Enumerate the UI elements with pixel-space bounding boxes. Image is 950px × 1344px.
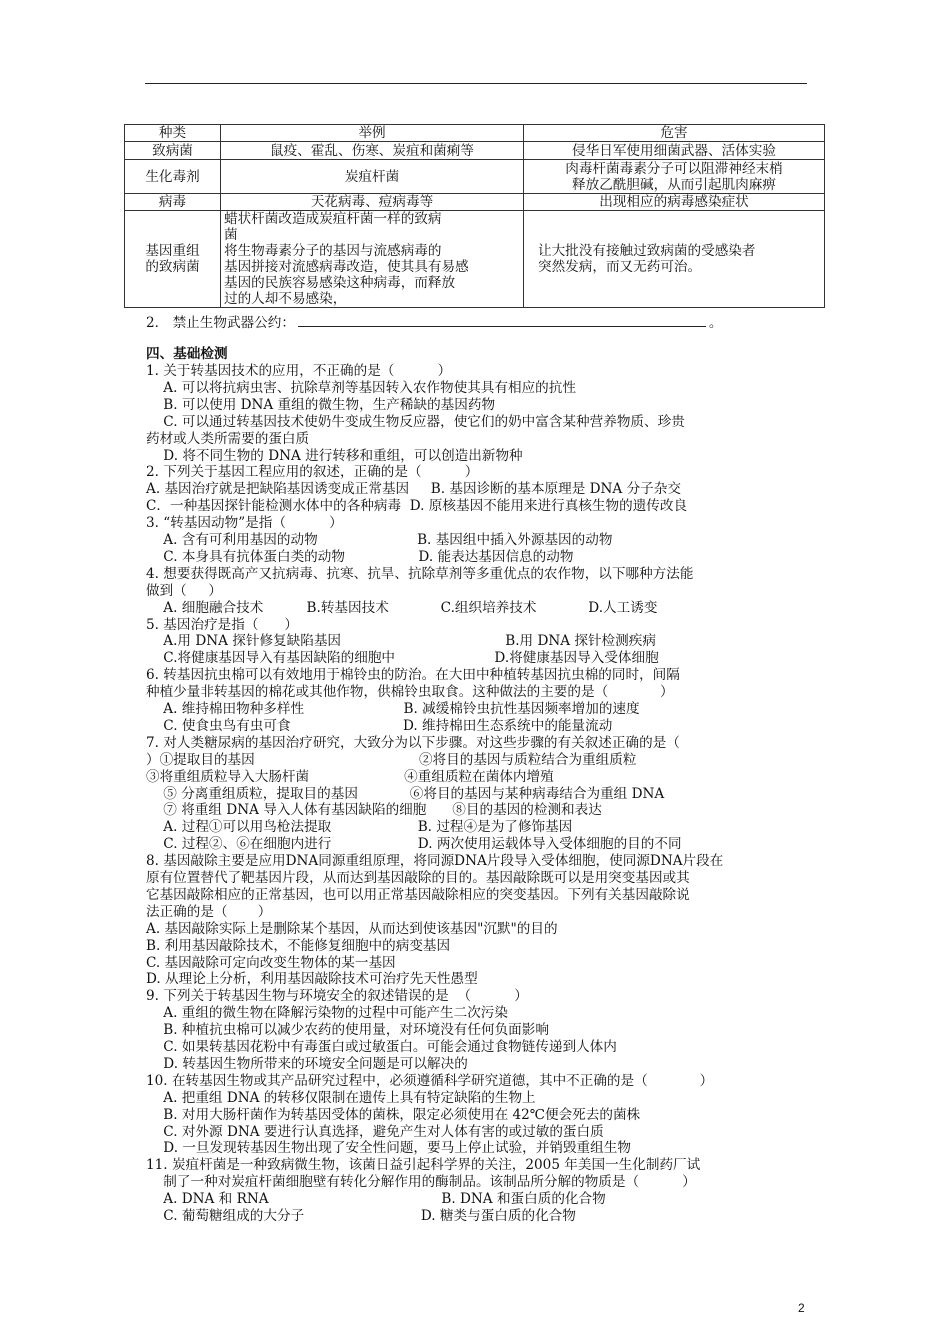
page-number: 2 — [798, 1301, 805, 1315]
text-line: A. 细胞融合技术 B.转基因技术 C.组织培养技术 D.人工诱变 — [146, 599, 658, 616]
text-line: C. 葡萄糖组成的大分子 D. 糖类与蛋白质的化合物 — [146, 1208, 576, 1224]
header-harm: 危害 — [524, 125, 825, 142]
text-line: C. 过程②、⑥在细胞内进行 D. 两次使用运载体导入受体细胞的目的不同 — [146, 836, 682, 853]
text-line: 1. 关于转基因技术的应用，不正确的是（ ） — [146, 363, 452, 379]
text-line: ⑦ 将重组 DNA 导入人体有基因缺陷的细胞 ⑧目的基因的检测和表达 — [146, 802, 602, 819]
table-row — [125, 160, 825, 194]
text-line: ）①提取目的基因 ②将目的基因与质粒结合为重组质粒 — [146, 751, 637, 768]
cell-line: 基因的民族容易感染这种病毒，而释放 — [224, 275, 456, 291]
cell-example: 炭疽杆菌 — [221, 160, 524, 194]
text-line: D. 一旦发现转基因生物出现了安全性问题，要马上停止试验，并销毁重组生物 — [146, 1140, 631, 1157]
text-line: 7. 对人类糖尿病的基因治疗研究，大致分为以下步骤。对这些步骤的有关叙述正确的是（ — [146, 734, 680, 751]
text-line: 10. 在转基因生物或其产品研究过程中，必须遵循科学研究道德，其中不正确的是（ ） — [146, 1072, 714, 1089]
text-line: A.用 DNA 探针修复缺陷基因 B.用 DNA 探针检测疾病 — [146, 633, 656, 650]
text-line: D. 将不同生物的 DNA 进行转移和重组，可以创造出新物种 — [146, 447, 523, 464]
text-line: D. 转基因生物所带来的环境安全问题是可以解决的 — [146, 1055, 468, 1072]
text-line: 2. 下列关于基因工程应用的叙述，正确的是（ ） — [146, 464, 479, 481]
table-row — [125, 194, 825, 211]
text-line: C．一种基因探针能检测水体中的各种病毒 D. 原核基因不能用来进行真核生物的遗传改良 — [146, 498, 688, 515]
cell-type — [125, 211, 221, 308]
text-line: ⑤ 分离重组质粒，提取目的基因 ⑥将目的基因与某种病毒结合为重组 DNA — [146, 785, 665, 802]
cell-line: 蜡状杆菌改造成炭疽杆菌一样的致病 — [224, 211, 442, 227]
cell-line: 的致病菌 — [145, 259, 200, 275]
cell-line: 基因重组 — [145, 243, 200, 259]
text-line: 8. 基因敲除主要是应用DNA同源重组原理，将同源DNA片段导入受体细胞，使同源DNA片段在 — [146, 853, 724, 870]
cell-line: 肉毒杆菌毒素分子可以阻滞神经末梢 — [565, 160, 783, 177]
text-line: A. 含有可利用基因的动物 B. 基因组中插入外源基因的动物 — [146, 532, 613, 548]
text-line: B. 对用大肠杆菌作为转基因受体的菌株，限定必须使用在 42℃便会死去的菌株 — [146, 1106, 641, 1123]
text-line: B. 利用基因敲除技术，不能修复细胞中的病变基因 — [146, 937, 451, 954]
cell-line: 菌 — [224, 227, 238, 243]
convention-end: 。 — [708, 315, 723, 331]
text-line: A. 把重组 DNA 的转移仅限制在遗传上具有特定缺陷的生物上 — [146, 1089, 536, 1106]
text-line: A. 过程①可以用鸟枪法提取 B. 过程④是为了修饰基因 — [146, 819, 573, 836]
header-type: 种类 — [125, 125, 221, 142]
cell-line: 过的人却不易感染， — [224, 291, 347, 307]
text-line: B. 种植抗虫棉可以减少农药的使用量，对环境没有任何负面影响 — [146, 1022, 549, 1039]
text-line: A. 可以将抗病虫害、抗除草剂等基因转入农作物使其具有相应的抗性 — [146, 379, 576, 396]
cell-line: 将生物毒素分子的基因与流感病毒的 — [224, 243, 442, 259]
text-line: 3. “转基因动物”是指（ ） — [146, 515, 343, 532]
text-line: C. 可以通过转基因技术使奶牛变成生物反应器，使它们的奶中富含某种营养物质、珍贵 — [146, 413, 685, 430]
text-line: ③将重组质粒导入大肠杆菌 ④重组质粒在菌体内增殖 — [146, 768, 554, 785]
table-header-row — [125, 125, 825, 142]
text-line: A. DNA 和 RNA B. DNA 和蛋白质的化合物 — [146, 1191, 606, 1208]
cell-example: 天花病毒、痘病毒等 — [221, 194, 524, 211]
text-line: C. 本身具有抗体蛋白类的动物 D. 能表达基因信息的动物 — [146, 548, 574, 565]
text-line: C.将健康基因导入有基因缺陷的细胞中 D.将健康基因导入受体细胞 — [146, 650, 659, 667]
cell-line: 突然发病，而又无药可治。 — [538, 259, 702, 275]
text-line: 种植少量非转基因的棉花或其他作物，供棉铃虫取食。这种做法的主要的是（ ） — [146, 684, 674, 701]
cell-type: 病毒 — [125, 194, 221, 211]
text-line: C. 基因敲除可定向改变生物体的某一基因 — [146, 954, 396, 971]
text-line: 11. 炭疽杆菌是一种致病微生物，该菌日益引起科学界的关注，2005 年美国一生化制药厂试 — [146, 1157, 701, 1174]
bio-weapon-table — [124, 124, 825, 308]
text-line: 做到（ ） — [146, 582, 222, 599]
text-line: A. 基因敲除实际上是删除某个基因，从而达到使该基因"沉默"的目的 — [146, 920, 558, 937]
text-line: C. 如果转基因花粉中有毒蛋白或过敏蛋白。可能会通过食物链传递到人体内 — [146, 1039, 617, 1055]
text-line: C. 使食虫鸟有虫可食 D. 维持棉田生态系统中的能量流动 — [146, 717, 613, 734]
cell-harm — [524, 211, 825, 308]
text-line: 药材或人类所需要的蛋白质 — [146, 430, 310, 447]
cell-type: 生化毒剂 — [125, 160, 221, 194]
cell-line: 基因拼接对流感病毒改造，使其具有易感 — [224, 259, 469, 275]
text-line: 法正确的是（ ） — [146, 903, 272, 920]
cell-type: 致病菌 — [125, 142, 221, 160]
text-line: A. 重组的微生物在降解污染物的过程中可能产生二次污染 — [146, 1005, 508, 1022]
text-line: A. 维持棉田物种多样性 B. 减缓棉铃虫抗性基因频率增加的速度 — [146, 701, 640, 717]
cell-example — [221, 211, 524, 308]
text-line: 原有位置替代了靶基因片段，从而达到基因敲除的目的。基因敲除既可以是用突变基因或其 — [146, 870, 690, 886]
text-line: 9. 下列关于转基因生物与环境安全的叙述错误的是 （ ） — [146, 988, 528, 1005]
cell-harm: 侵华日军使用细菌武器、活体实验 — [524, 142, 825, 160]
fill-blank — [298, 314, 706, 327]
cell-line: 让大批没有接触过致病菌的受感染者 — [538, 243, 756, 259]
text-line: 5. 基因治疗是指（ ） — [146, 616, 298, 633]
header-rule — [145, 83, 807, 84]
cell-line: 释放乙酰胆碱，从而引起肌肉麻痹 — [572, 176, 776, 193]
text-line: D. 从理论上分析，利用基因敲除技术可治疗先天性愚型 — [146, 971, 478, 988]
text-line: C. 对外源 DNA 要进行认真选择，避免产生对人体有害的或过敏的蛋白质 — [146, 1123, 604, 1140]
text-line: A. 基因治疗就是把缺陷基因诱变成正常基因 B. 基因诊断的基本原理是 DNA 分子杂交 — [146, 481, 681, 498]
header-example: 举例 — [221, 125, 524, 142]
cell-harm — [524, 160, 825, 194]
text-line: 6. 转基因抗虫棉可以有效地用于棉铃虫的防治。在大田中种植转基因抗虫棉的同时，间隔 — [146, 667, 680, 684]
cell-harm: 出现相应的病毒感染症状 — [524, 194, 825, 211]
table-row — [125, 211, 825, 308]
text-line: B. 可以使用 DNA 重组的微生物，生产稀缺的基因药物 — [146, 396, 496, 413]
section-title: 四、基础检测 — [146, 346, 228, 362]
convention-label: 2． 禁止生物武器公约： — [146, 315, 295, 331]
convention-line — [146, 314, 723, 331]
text-line: 4. 想要获得既高产又抗病毒、抗寒、抗旱、抗除草剂等多重优点的农作物，以下哪种方法能 — [146, 565, 694, 582]
text-line: 它基因敲除相应的正常基因，也可以用正常基因敲除相应的突变基因。下列有关基因敲除说 — [146, 886, 690, 903]
text-line: 制了一种对炭疽杆菌细胞壁有转化分解作用的酶制品。该制品所分解的物质是（ ） — [146, 1174, 696, 1191]
table-row — [125, 142, 825, 160]
cell-example: 鼠疫、霍乱、伤寒、炭疽和菌痢等 — [221, 142, 524, 160]
